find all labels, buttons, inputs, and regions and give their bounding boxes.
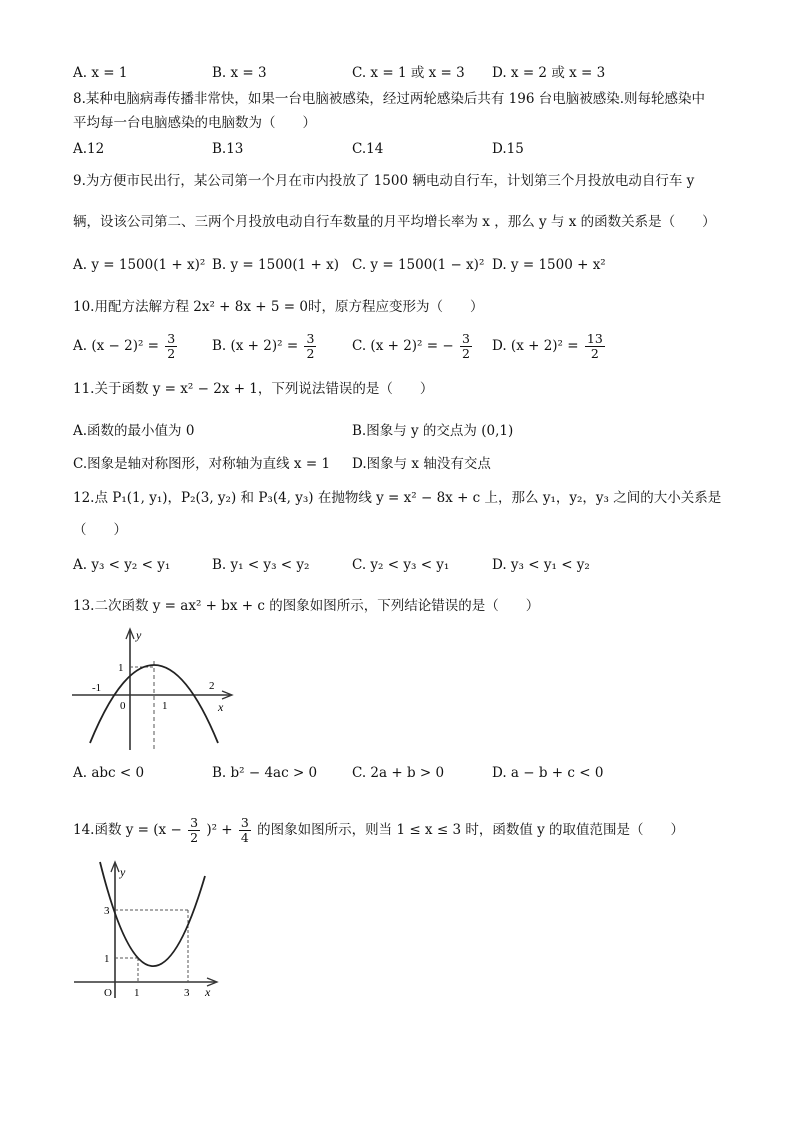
q14-fraction-2 bbox=[239, 816, 251, 845]
q14-x-tick-3: 3 bbox=[184, 987, 190, 999]
q10-option-c-lhs: C. (x + 2)² = − bbox=[352, 338, 454, 354]
q14-origin-label: O bbox=[104, 987, 112, 999]
q7-option-c: C. x = 1 或 x = 3 bbox=[352, 65, 465, 81]
q11-option-a: A.函数的最小值为 0 bbox=[73, 423, 195, 439]
denominator: 2 bbox=[190, 830, 199, 845]
q14-parabola-graph bbox=[70, 858, 220, 1018]
q8-option-c: C.14 bbox=[352, 141, 384, 157]
q9-option-a: A. y = 1500(1 + x)² bbox=[73, 257, 206, 273]
numerator: 3 bbox=[240, 815, 249, 830]
q13-option-a: A. abc < 0 bbox=[73, 765, 145, 781]
q13-option-d: D. a − b + c < 0 bbox=[492, 765, 604, 781]
q10-stem: 10.用配方法解方程 2x² + 8x + 5 = 0时，原方程应变形为（ ） bbox=[73, 299, 484, 315]
q12-option-a: A. y₃ < y₂ < y₁ bbox=[73, 557, 171, 573]
numerator: 3 bbox=[306, 331, 315, 346]
q10-option-c-fraction bbox=[460, 332, 472, 361]
q13-y-label: y bbox=[136, 628, 142, 642]
q11-option-c: C.图象是轴对称图形，对称轴为直线 x = 1 bbox=[73, 456, 331, 472]
q14-y-label: y bbox=[120, 865, 126, 879]
q8-option-a: A.12 bbox=[73, 141, 105, 157]
q10-option-d bbox=[492, 332, 607, 361]
q10-option-d-lhs: D. (x + 2)² = bbox=[492, 338, 579, 354]
q8-option-b: B.13 bbox=[212, 141, 244, 157]
q9-stem-line1: 9.为方便市民出行，某公司第一个月在市内投放了 1500 辆电动自行车，计划第三个月投放电动自行车 y bbox=[73, 173, 695, 189]
q14-fraction-1 bbox=[188, 816, 200, 845]
denominator: 2 bbox=[461, 346, 470, 361]
numerator: 3 bbox=[190, 815, 199, 830]
q9-option-c: C. y = 1500(1 − x)² bbox=[352, 257, 485, 273]
q10-option-b-fraction bbox=[304, 332, 316, 361]
q13-x-tick-1: 1 bbox=[162, 700, 168, 712]
q10-option-c bbox=[352, 332, 474, 361]
q14-x-tick-1: 1 bbox=[134, 987, 140, 999]
denominator: 2 bbox=[590, 346, 599, 361]
q14-stem-prefix: 14.函数 y = (x − bbox=[73, 822, 182, 838]
q14-y-tick-1: 1 bbox=[104, 953, 110, 965]
q7-option-d: D. x = 2 或 x = 3 bbox=[492, 65, 606, 81]
q14-stem bbox=[73, 816, 684, 845]
q14-y-tick-3: 3 bbox=[104, 905, 110, 917]
q11-stem: 11.关于函数 y = x² − 2x + 1，下列说法错误的是（ ） bbox=[73, 381, 434, 397]
q10-option-a bbox=[73, 332, 179, 361]
q13-stem: 13.二次函数 y = ax² + bx + c 的图象如图所示，下列结论错误的是（ ） bbox=[73, 598, 540, 614]
q12-option-d: D. y₃ < y₁ < y₂ bbox=[492, 557, 590, 573]
denominator: 4 bbox=[240, 830, 249, 845]
q10-option-b-lhs: B. (x + 2)² = bbox=[212, 338, 299, 354]
q13-x-tick-neg1: -1 bbox=[92, 682, 102, 694]
q7-option-b: B. x = 3 bbox=[212, 65, 267, 81]
q11-option-d: D.图象与 x 轴没有交点 bbox=[352, 456, 491, 472]
q8-stem-line2: 平均每一台电脑感染的电脑数为（ ） bbox=[73, 115, 316, 131]
q12-option-b: B. y₁ < y₃ < y₂ bbox=[212, 557, 310, 573]
q7-option-a: A. x = 1 bbox=[73, 65, 128, 81]
q13-option-c: C. 2a + b > 0 bbox=[352, 765, 445, 781]
q9-option-d: D. y = 1500 + x² bbox=[492, 257, 606, 273]
q10-option-a-fraction bbox=[165, 332, 177, 361]
q14-stem-suffix: 的图象如图所示，则当 1 ≤ x ≤ 3 时，函数值 y 的取值范围是（ ） bbox=[257, 822, 685, 838]
q12-stem-line2: （ ） bbox=[73, 522, 127, 538]
q8-option-d: D.15 bbox=[492, 141, 524, 157]
q9-option-b: B. y = 1500(1 + x) bbox=[212, 257, 340, 273]
q12-stem-line1: 12.点 P₁(1, y₁)，P₂(3, y₂) 和 P₃(4, y₃) 在抛物线 y = x² − 8x + c 上，那么 y₁，y₂，y₃ 之间的大小关系是 bbox=[73, 490, 722, 506]
q10-option-b bbox=[212, 332, 318, 361]
q13-x-label: x bbox=[218, 700, 224, 714]
numerator: 3 bbox=[461, 331, 470, 346]
q14-stem-middle: )² + bbox=[206, 822, 233, 838]
q10-option-d-fraction bbox=[585, 332, 605, 361]
q13-y-tick-1: 1 bbox=[118, 662, 124, 674]
q13-parabola-graph bbox=[70, 625, 240, 753]
q11-option-b: B.图象与 y 的交点为 (0,1) bbox=[352, 423, 514, 439]
numerator: 13 bbox=[586, 331, 603, 346]
q13-x-tick-2: 2 bbox=[209, 680, 215, 692]
numerator: 3 bbox=[167, 331, 176, 346]
q9-stem-line2: 辆，设该公司第二、三两个月投放电动自行车数量的月平均增长率为 x ，那么 y 与 x 的函数关系是（ ） bbox=[73, 214, 716, 230]
denominator: 2 bbox=[167, 346, 176, 361]
q12-option-c: C. y₂ < y₃ < y₁ bbox=[352, 557, 450, 573]
q8-stem-line1: 8.某种电脑病毒传播非常快，如果一台电脑被感染，经过两轮感染后共有 196 台电脑被感染.则每轮感染中 bbox=[73, 91, 706, 107]
q10-option-a-lhs: A. (x − 2)² = bbox=[73, 338, 159, 354]
denominator: 2 bbox=[306, 346, 315, 361]
q14-x-label: x bbox=[205, 985, 211, 999]
q13-option-b: B. b² − 4ac > 0 bbox=[212, 765, 318, 781]
q13-origin-label: 0 bbox=[120, 700, 126, 712]
